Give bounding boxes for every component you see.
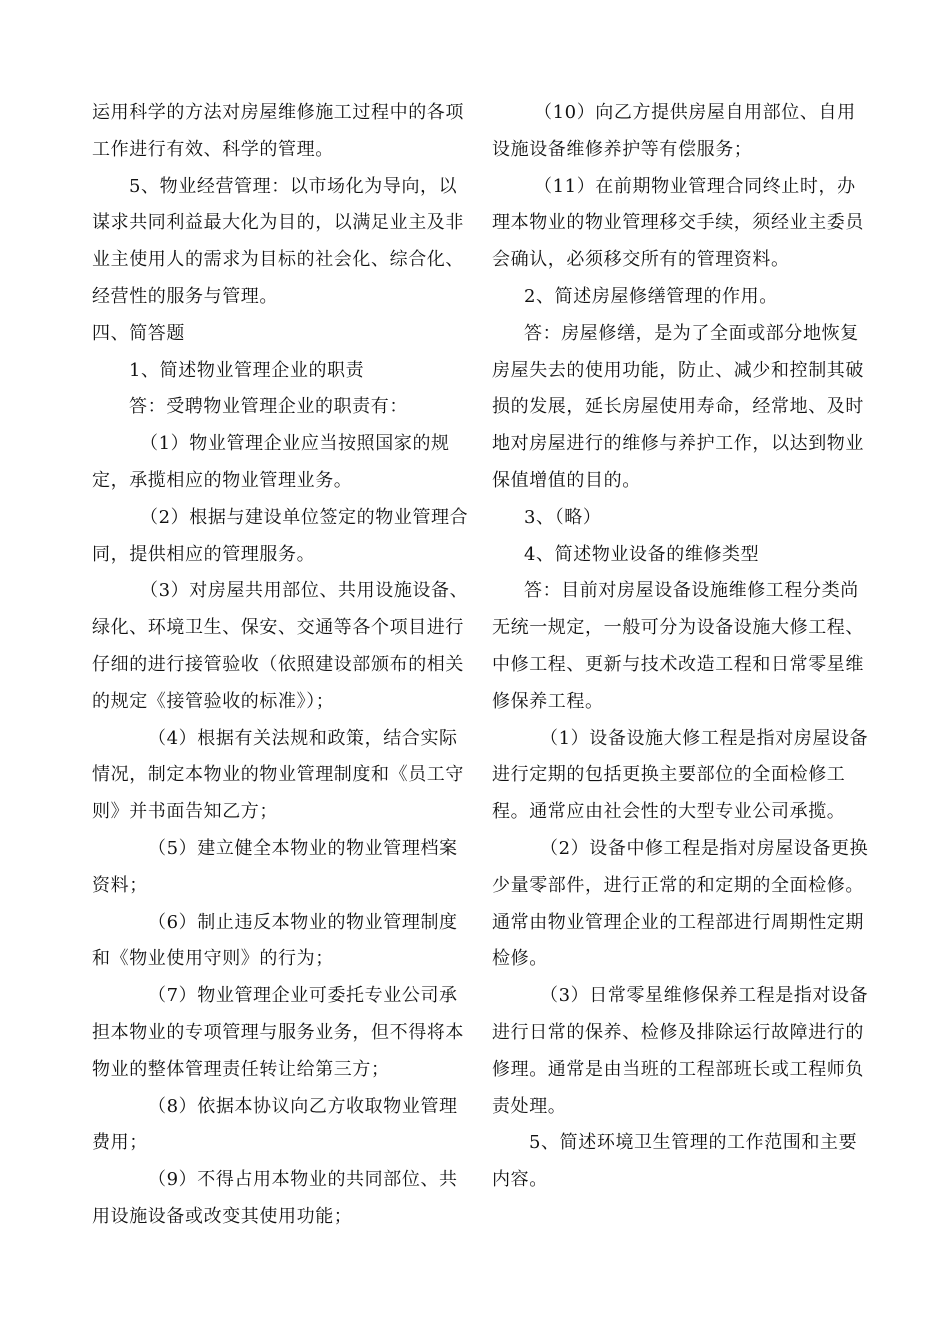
answer-2: 答：房屋修缮，是为了全面或部分地恢复房屋失去的使用功能，防止、减少和控制其破损的发展，延长房屋使用寿命，经常地、及时地对房屋进行的维修与养护工作，以达到物业保值增值的目的。 — [492, 322, 864, 491]
answer-1-item-1: （1）物业管理企业应当按照国家的规定，承揽相应的物业管理业务。 — [92, 433, 450, 491]
answer-1-intro: 答：受聘物业管理企业的职责有： — [129, 396, 408, 418]
answer-1-item-7: （7）物业管理企业可委托专业公司承担本物业的专项管理与服务业务，但不得将本物业的整体管理责任转让给第三方； — [92, 985, 464, 1080]
answer-4-item-2: （2）设备中修工程是指对房屋设备更换少量零部件，进行正常的和定期的全面检修。通常由物业管理企业的工程部进行周期性定期检修。 — [492, 837, 869, 970]
question-5: 5、简述环境卫生管理的工作范围和主要内容。 — [492, 1132, 858, 1191]
question-1: 1、简述物业管理企业的职责 — [129, 359, 365, 381]
answer-4-item-1: （1）设备设施大修工程是指对房屋设备进行定期的包括更换主要部位的全面检修工程。通常应由社会性的大型专业公司承揽。 — [492, 727, 869, 823]
paragraph-property-operation: 5、物业经营管理：以市场化为导向，以谋求共同利益最大化为目的，以满足业主及非业主使用人的需求为目标的社会化、综合化、经营性的服务与管理。 — [92, 175, 464, 307]
answer-1-item-9: （9）不得占用本物业的共同部位、共用设施设备或改变其使用功能； — [92, 1169, 458, 1227]
question-3: 3、（略） — [524, 506, 602, 528]
answer-1-item-4: （4）根据有关法规和政策，结合实际情况，制定本物业的物业管理制度和《员工守则》并书面告知乙方； — [92, 727, 464, 823]
answer-1-item-6: （6）制止违反本物业的物业管理制度和《物业使用守则》的行为； — [92, 911, 458, 970]
answer-1-item-5: （5）建立健全本物业的物业管理档案资料； — [92, 837, 458, 896]
answer-4-item-3: （3）日常零星维修保养工程是指对设备进行日常的保养、检修及排除运行故障进行的修理。通常是由当班的工程部班长或工程师负责处理。 — [492, 985, 869, 1117]
answer-1-item-2: （2）根据与建设单位签定的物业管理合同，提供相应的管理服务。 — [92, 506, 469, 565]
section-heading-short-answer: 四、简答题 — [92, 322, 185, 344]
paragraph-continuation: 运用科学的方法对房屋维修施工过程中的各项工作进行有效、科学的管理。 — [92, 102, 464, 160]
answer-1-item-11: （11）在前期物业管理合同终止时，办理本物业的物业管理移交手续，须经业主委员会确认，必须移交所有的管理资料。 — [492, 175, 864, 271]
answer-1-item-3: （3）对房屋共用部位、共用设施设备、绿化、环境卫生、保安、交通等各个项目进行仔细的进行接管验收（依照建设部颁布的相关的规定《接管验收的标准》）； — [92, 580, 469, 712]
left-column — [92, 95, 470, 1236]
right-column — [492, 95, 870, 1199]
answer-4-intro: 答：目前对房屋设备设施维修工程分类尚无统一规定，一般可分为设备设施大修工程、中修工程、更新与技术改造工程和日常零星维修保养工程。 — [492, 580, 864, 712]
question-4: 4、简述物业设备的维修类型 — [524, 543, 760, 565]
question-2: 2、简述房屋修缮管理的作用。 — [524, 285, 778, 307]
answer-1-item-10: （10）向乙方提供房屋自用部位、自用设施设备维修养护等有偿服务； — [492, 102, 856, 160]
answer-1-item-8: （8）依据本协议向乙方收取物业管理费用； — [92, 1095, 458, 1154]
